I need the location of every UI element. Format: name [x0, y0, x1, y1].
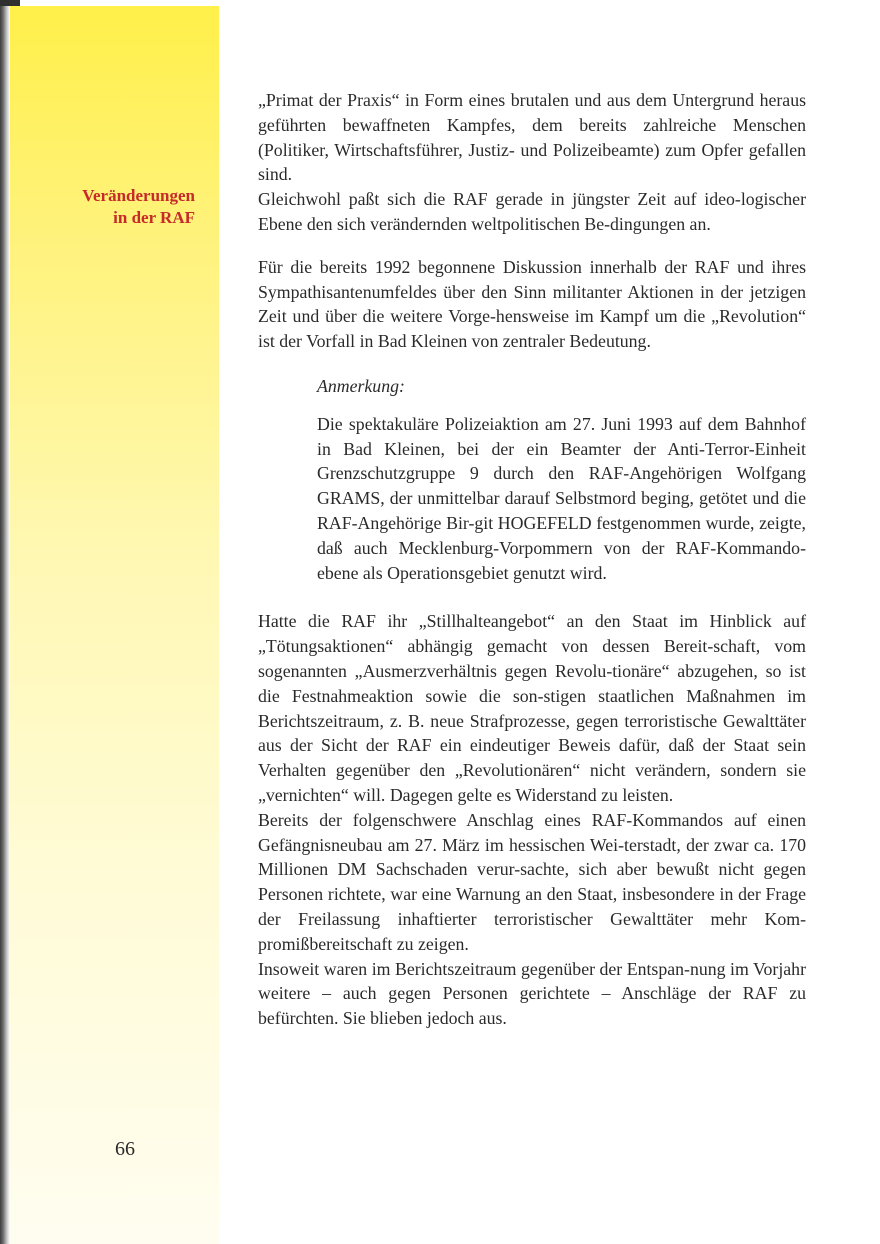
margin-heading — [30, 185, 195, 229]
page-edge-shadow — [0, 0, 10, 1244]
note-text: Die spektakuläre Polizeiaktion am 27. Juni 1993 auf dem Bahnhof in Bad Kleinen, bei der ein Beamter der Anti-Terror-Einheit Grenzschutzgruppe 9 durch den RAF-Angehörigen Wolfgang GRAMS, der unmittelbar darauf Selbstmord beging, getötet und die RAF-Angehörige Bir-git HOGEFELD festgenommen wurde, zeigte, daß auch Mecklenburg-Vorpommern von der RAF-Kommando-ebene als Operationsgebiet genutzt wird. — [317, 413, 806, 583]
note-block — [317, 374, 806, 585]
paragraph-2: Gleichwohl paßt sich die RAF gerade in jüngster Zeit auf ideo-logischer Ebene den sich verändernden weltpolitischen Be-dingungen an. — [258, 189, 806, 234]
paragraph-1: „Primat der Praxis“ in Form eines brutalen und aus dem Untergrund heraus geführten bewaffneten Kampfes, dem bereits zahlreiche Menschen (Politiker, Wirtschaftsführer, Justiz- und Polizeibeamte) zum Opfer gefallen sind. — [258, 90, 806, 185]
paragraph-6: Insoweit waren im Berichtszeitraum gegenüber der Entspan-nung im Vorjahr weitere – auch gegen Personen gerichtete – Anschläge der RAF zu befürchten. Sie blieben jedoch aus. — [258, 958, 806, 1029]
paragraph-4: Hatte die RAF ihr „Stillhalteangebot“ an den Staat im Hinblick auf „Tötungsaktionen“ abhängig gemacht von dessen Bereit-schaft, vom sogenannten „Ausmerzverhältnis gegen Revolu-tionäre“ abzugehen, so ist die Festnahmeaktion sowie die son-stigen staatlichen Maßnahmen im Berichtszeitraum, z. B. neue Strafprozesse, gegen terroristische Gewalttäter aus der Sicht der RAF ein eindeutiger Beweis dafür, daß der Staat sein Verhalten gegenüber den „Revolutionären“ nicht verändern, sondern sie „vernichten“ will. Dagegen gelte es Widerstand zu leisten. — [258, 611, 806, 805]
paragraph-3: Für die bereits 1992 begonnene Diskussion innerhalb der RAF und ihres Sympathisantenumfeldes über den Sinn militanter Aktionen in der jetzigen Zeit und über die weitere Vorge-hensweise im Kampf um die „Revolution“ ist der Vorfall in Bad Kleinen von zentraler Bedeutung. — [258, 256, 806, 352]
page-number: 66 — [115, 1138, 135, 1160]
note-title: Anmerkung: — [317, 375, 405, 396]
main-text — [258, 88, 806, 1031]
paragraph-5: Bereits der folgenschwere Anschlag eines RAF-Kommandos auf einen Gefängnisneubau am 27. März im hessischen Wei-terstadt, der zwar ca. 170 Millionen DM Sachschaden verur-sachte, sich aber bewußt nicht gegen Personen richtete, war eine Warnung an den Staat, insbesondere in der Frage der Freilassung inhaftierter terroristischer Gewalttäter mehr Kom-promißbereitschaft zu zeigen. — [258, 809, 806, 954]
margin-heading-line1: Veränderungen — [82, 186, 195, 205]
margin-heading-line2: in der RAF — [113, 208, 195, 227]
